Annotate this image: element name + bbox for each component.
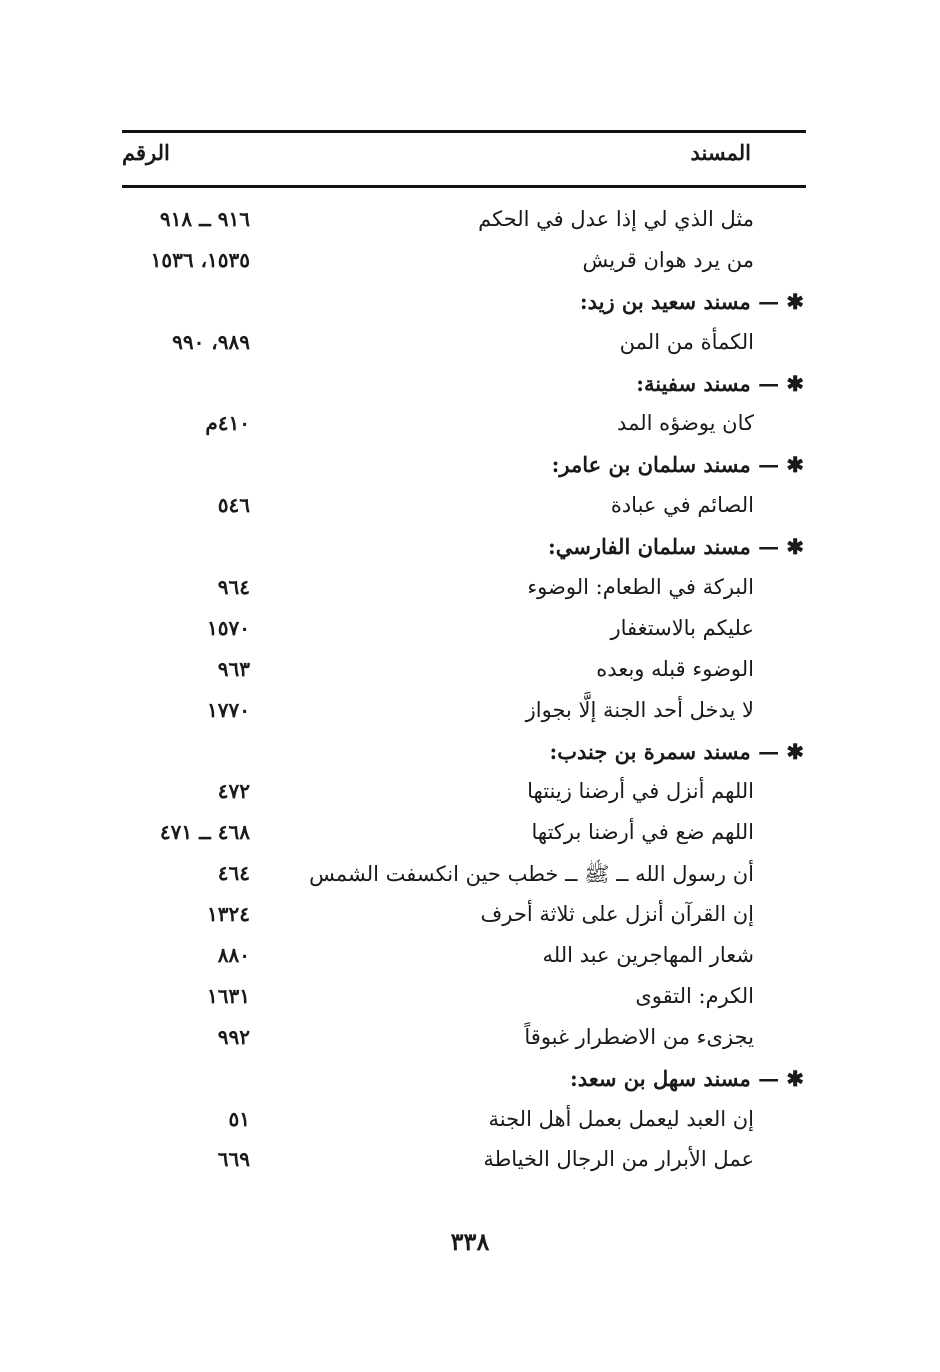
entry-text: البركة في الطعام: الوضوء (527, 575, 754, 600)
entry-number: ٦٦٩ (217, 1147, 250, 1172)
section-heading-row (0, 735, 940, 776)
index-entry-row (0, 1143, 940, 1184)
index-entry-row (0, 1021, 940, 1062)
entry-text: من يرد هوان قريش (582, 247, 754, 272)
section-heading-row (0, 285, 940, 326)
index-entry-row (0, 816, 940, 857)
table-header (122, 138, 806, 178)
entry-text: شعار المهاجرين عبد الله (542, 943, 754, 968)
entry-number: ٩١٦ ــ ٩١٨ (159, 207, 250, 231)
entry-text: يجزىء من الاضطرار غبوقاً (524, 1024, 754, 1049)
index-entry-row (0, 612, 940, 653)
header-number-label: الرقم (122, 140, 170, 165)
entry-number: ٥١ (228, 1106, 250, 1131)
entry-text: لا يدخل أحد الجنة إلَّا بجواز (525, 697, 754, 722)
entry-number: ٩٩٢ (217, 1024, 250, 1049)
entry-number: ٤١٠م (205, 411, 250, 436)
index-entry-row (0, 980, 940, 1021)
entry-text: الكمأة من المن (619, 329, 754, 354)
entry-text: الكرم: التقوى (635, 983, 754, 1008)
entry-number: ١٧٧٠ (207, 697, 250, 722)
entry-number: ٩٦٣ (217, 656, 250, 681)
index-entry-row (0, 326, 940, 367)
section-heading: ✱ — مسند سعيد بن زيد: (580, 289, 804, 314)
index-entry-row (0, 653, 940, 694)
entry-number: ٨٨٠ (217, 943, 250, 968)
entry-text: الصائم في عبادة (610, 493, 754, 518)
index-entry-row (0, 1103, 940, 1144)
entry-text: إن العبد ليعمل بعمل أهل الجنة (488, 1106, 754, 1131)
index-entry-row (0, 244, 940, 285)
entry-number: ١٥٣٥، ١٥٣٦ (150, 247, 250, 272)
index-rows (0, 203, 940, 1184)
entry-text: اللهم أنزل في أرضنا زينتها (527, 779, 754, 804)
section-heading: ✱ — مسند سمرة بن جندب: (549, 739, 804, 764)
entry-number: ٩٨٩، ٩٩٠ (172, 329, 250, 354)
header-bottom-rule (122, 185, 806, 188)
index-entry-row (0, 775, 940, 816)
entry-number: ١٣٢٤ (207, 902, 250, 927)
entry-text: إن القرآن أنزل على ثلاثة أحرف (480, 902, 754, 927)
index-entry-row (0, 571, 940, 612)
index-entry-row (0, 489, 940, 530)
header-entry-label: المسند (690, 140, 751, 165)
index-entry-row (0, 898, 940, 939)
section-heading-row (0, 448, 940, 489)
entry-number: ٤٦٤ (217, 861, 250, 886)
entry-text: أن رسول الله ــ ﷺ ــ خطب حين انكسفت الشمس (309, 862, 754, 887)
section-heading: ✱ — مسند سفينة: (636, 371, 804, 396)
index-entry-row (0, 939, 940, 980)
entry-text: مثل الذي لي إذا عدل في الحكم (478, 207, 754, 231)
entry-text: الوضوء قبله وبعده (596, 656, 754, 681)
section-heading-row (0, 1062, 940, 1103)
page-number: ٣٣٨ (450, 1227, 490, 1256)
entry-number: ٩٦٤ (217, 575, 250, 600)
section-heading: ✱ — مسند سلمان الفارسي: (548, 534, 804, 559)
header-top-rule (122, 130, 806, 133)
entry-text: عليكم بالاستغفار (610, 615, 754, 640)
entry-number: ١٦٣١ (207, 983, 250, 1008)
index-entry-row (0, 407, 940, 448)
section-heading-row (0, 367, 940, 408)
section-heading-row (0, 530, 940, 571)
entry-text: اللهم ضع في أرضنا بركتها (531, 820, 754, 845)
index-entry-row (0, 203, 940, 244)
entry-number: ٥٤٦ (217, 493, 250, 518)
section-heading: ✱ — مسند سلمان بن عامر: (552, 452, 804, 477)
section-heading: ✱ — مسند سهل بن سعد: (570, 1066, 804, 1091)
index-entry-row (0, 857, 940, 898)
index-entry-row (0, 694, 940, 735)
entry-number: ٤٧٢ (217, 779, 250, 804)
entry-text: عمل الأبرار من الرجال الخياطة (483, 1147, 754, 1172)
entry-number: ٤٦٨ ــ ٤٧١ (159, 820, 250, 845)
entry-number: ١٥٧٠ (207, 615, 250, 640)
entry-text: كان يوضؤه المد (617, 411, 754, 436)
